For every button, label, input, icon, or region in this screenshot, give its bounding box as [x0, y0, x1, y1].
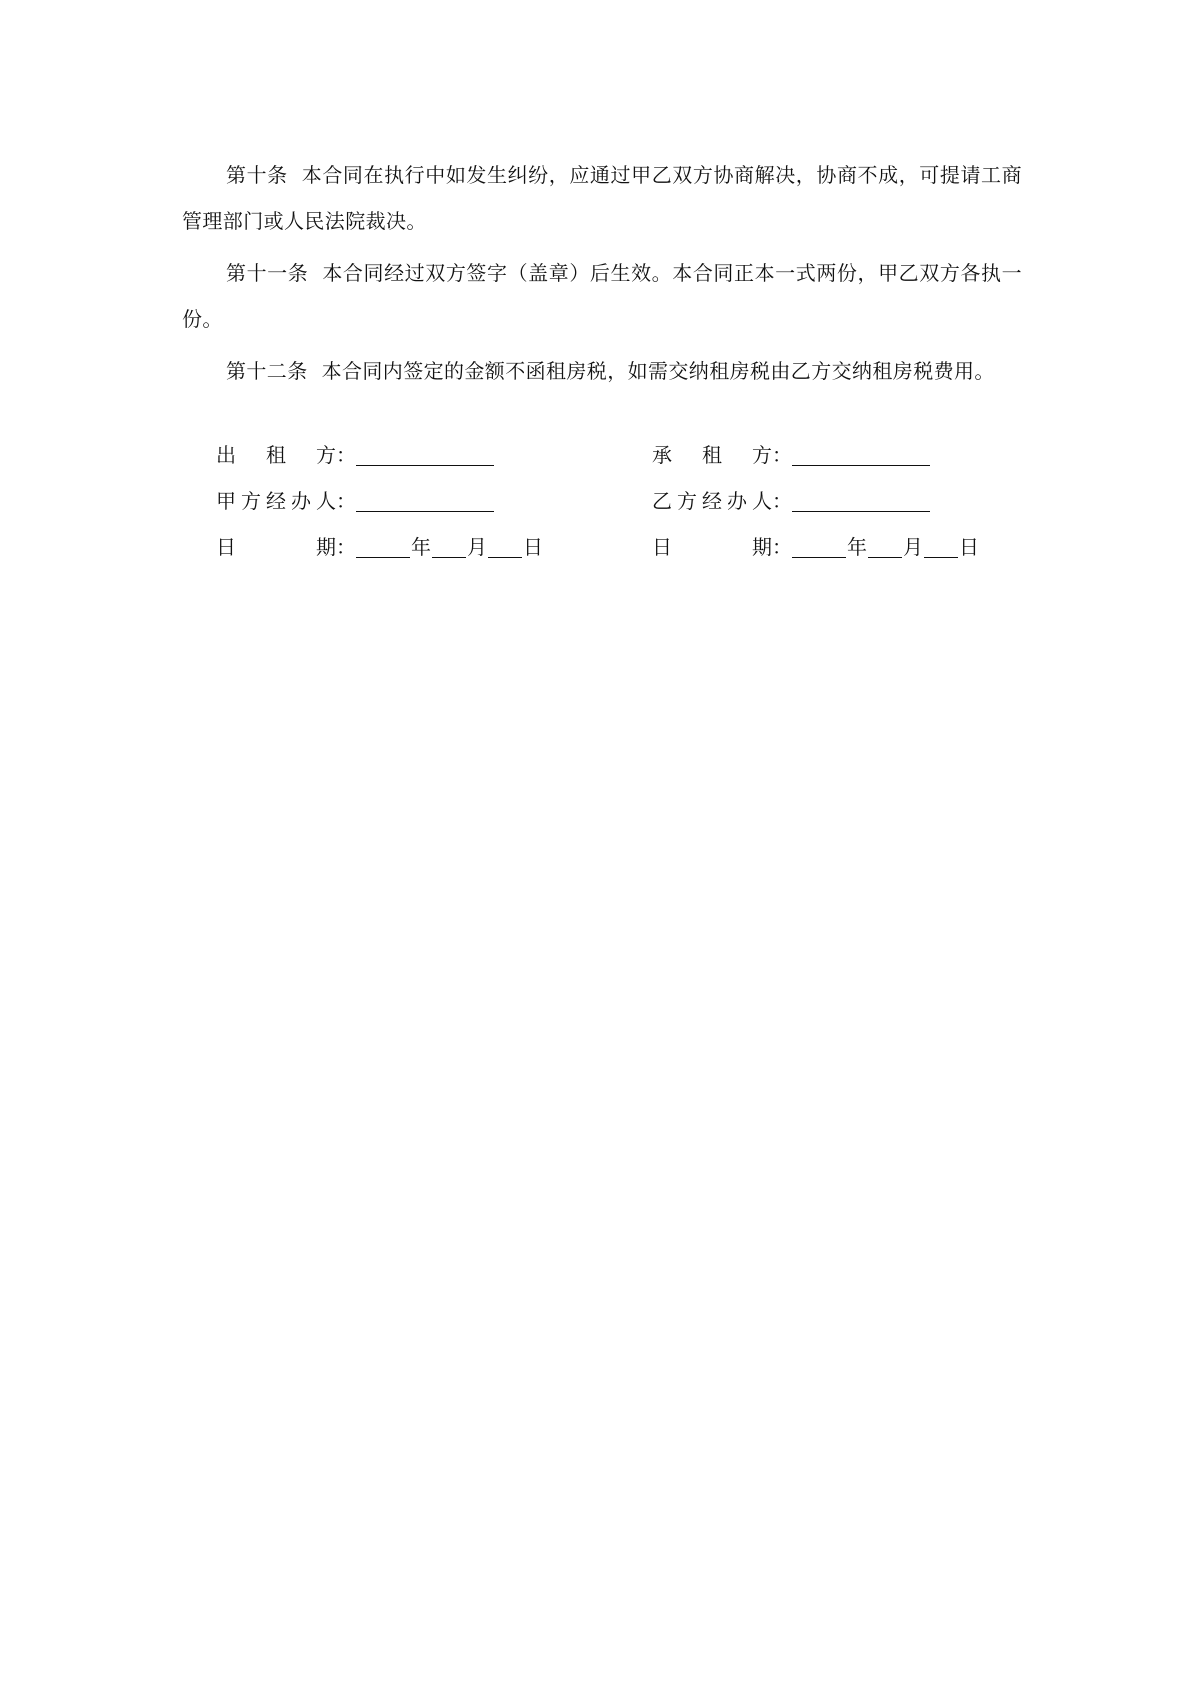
lessee-signature-line[interactable]: [792, 441, 930, 466]
colon: ：: [772, 535, 792, 559]
lessee-row: [652, 432, 980, 478]
clause-12: [182, 348, 1022, 394]
colon: ：: [336, 489, 356, 513]
lessee-label: 承 租 方: [652, 443, 772, 467]
clause-10: [182, 152, 1022, 244]
party-b-agent-label: 乙方经办人: [652, 489, 772, 513]
year-unit: 年: [411, 535, 431, 559]
colon: ：: [772, 443, 792, 467]
month-unit: 月: [903, 535, 923, 559]
day-field[interactable]: [488, 533, 522, 558]
clause-text: 本合同在执行中如发生纠纷，应通过甲乙双方协商解决，协商不成，可提请工商管理部门或人民法院裁决。: [182, 163, 1023, 233]
party-b-date-row: [652, 524, 980, 570]
date-label: 日 期: [652, 535, 772, 559]
clause-number: 第十二条: [226, 359, 308, 383]
day-unit: 日: [959, 535, 979, 559]
lessor-signature-line[interactable]: [356, 441, 494, 466]
party-a-agent-row: [216, 478, 544, 524]
colon: ：: [772, 489, 792, 513]
colon: ：: [336, 535, 356, 559]
day-unit: 日: [523, 535, 543, 559]
year-field[interactable]: [792, 533, 846, 558]
contract-clauses: [182, 152, 1022, 400]
date-label: 日 期: [216, 535, 336, 559]
party-a-agent-label: 甲方经办人: [216, 489, 336, 513]
year-unit: 年: [847, 535, 867, 559]
party-b-agent-row: [652, 478, 980, 524]
clause-11: [182, 250, 1022, 342]
day-field[interactable]: [924, 533, 958, 558]
month-field[interactable]: [868, 533, 902, 558]
lessor-signature-block: [216, 432, 544, 570]
year-field[interactable]: [356, 533, 410, 558]
month-unit: 月: [467, 535, 487, 559]
month-field[interactable]: [432, 533, 466, 558]
party-a-agent-signature-line[interactable]: [356, 487, 494, 512]
lessor-label: 出 租 方: [216, 443, 336, 467]
clause-text: 本合同经过双方签字（盖章）后生效。本合同正本一式两份，甲乙双方各执一份。: [182, 261, 1022, 331]
party-a-date-row: [216, 524, 544, 570]
clause-number: 第十条: [226, 163, 288, 187]
lessor-row: [216, 432, 544, 478]
party-b-agent-signature-line[interactable]: [792, 487, 930, 512]
colon: ：: [336, 443, 356, 467]
clause-number: 第十一条: [226, 261, 309, 285]
clause-text: 本合同内签定的金额不函租房税，如需交纳租房税由乙方交纳租房税费用。: [321, 359, 995, 383]
lessee-signature-block: [652, 432, 980, 570]
